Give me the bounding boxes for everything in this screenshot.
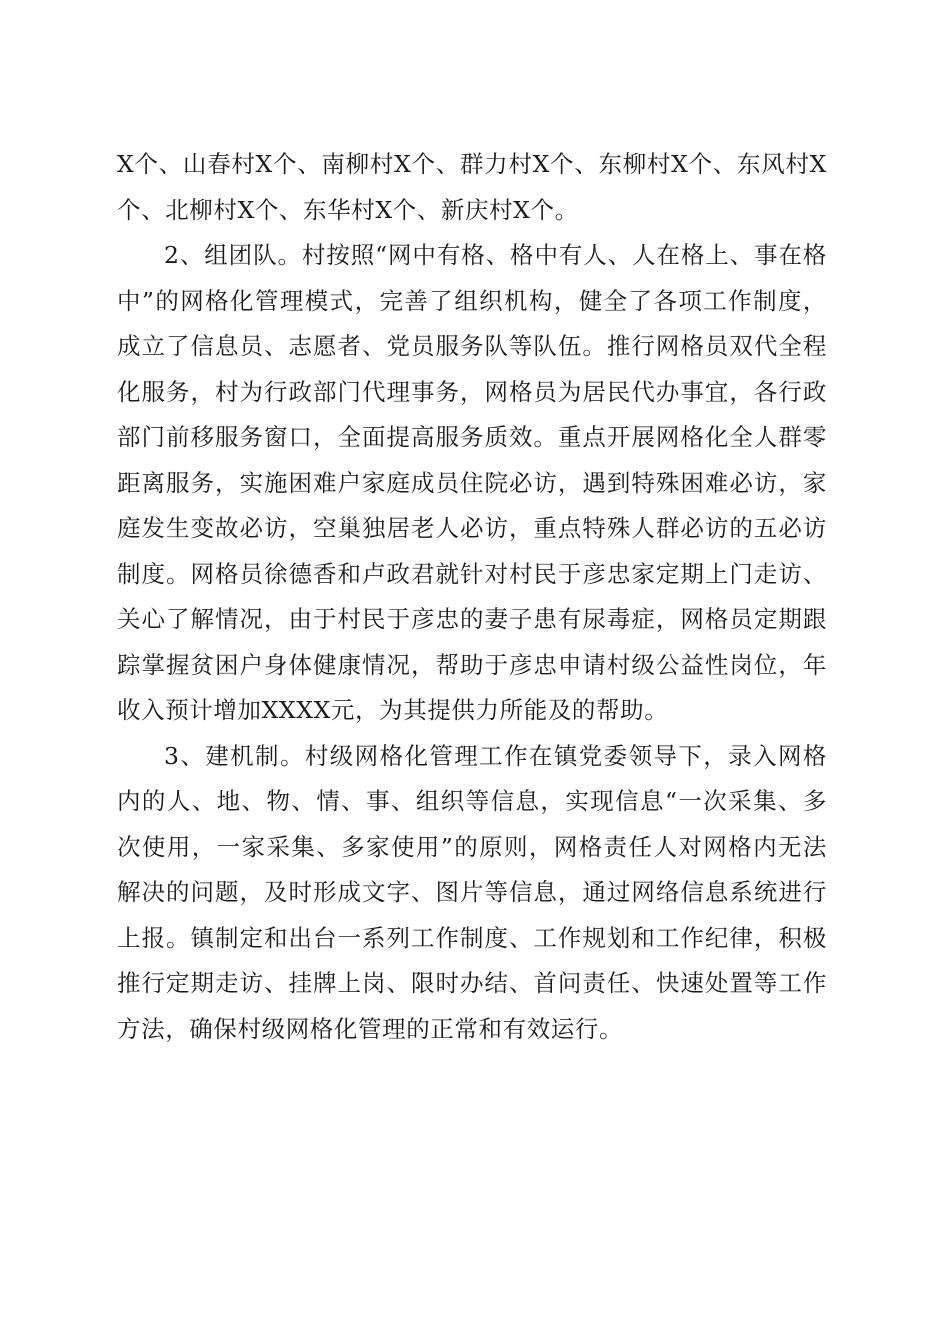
- paragraph-build-team: 2、组团队。村按照“网中有格、格中有人、人在格上、事在格中”的网格化管理模式，完善了组织机构，健全了各项工作制度，成立了信息员、志愿者、党员服务队等队伍。推行网格员双代全程化服务，村为行政部门代理事务，网格员为居民代办事宜，各行政部门前移服务窗口，全面提高服务质效。重点开展网格化全人群零距离服务，实施困难户家庭成员住院必访，遇到特殊困难必访，家庭发生变故必访，空巢独居老人必访，重点特殊人群必访的五必访制度。网格员徐德香和卢政君就针对村民于彦忠家定期上门走访、关心了解情况，由于村民于彦忠的妻子患有尿毒症，网格员定期跟踪掌握贫困户身体健康情况，帮助于彦忠申请村级公益性岗位，年收入预计增加XXXX元，为其提供力所能及的帮助。: [117, 241, 827, 724]
- paragraph-villages-list: X个、山春村X个、南柳村X个、群力村X个、东柳村X个、东风村X个、北柳村X个、东华村X个、新庆村X个。: [117, 150, 827, 224]
- document-body: [117, 142, 827, 1052]
- paragraph-build-mechanism: 3、建机制。村级网格化管理工作在镇党委领导下，录入网格内的人、地、物、情、事、组织等信息，实现信息“一次采集、多次使用，一家采集、多家使用”的原则，网格责任人对网格内无法解决的问题，及时形成文字、图片等信息，通过网络信息系统进行上报。镇制定和出台一系列工作制度、工作规划和工作纪律，积极推行定期走访、挂牌上岗、限时办结、首问责任、快速处置等工作方法，确保村级网格化管理的正常和有效运行。: [117, 741, 827, 1043]
